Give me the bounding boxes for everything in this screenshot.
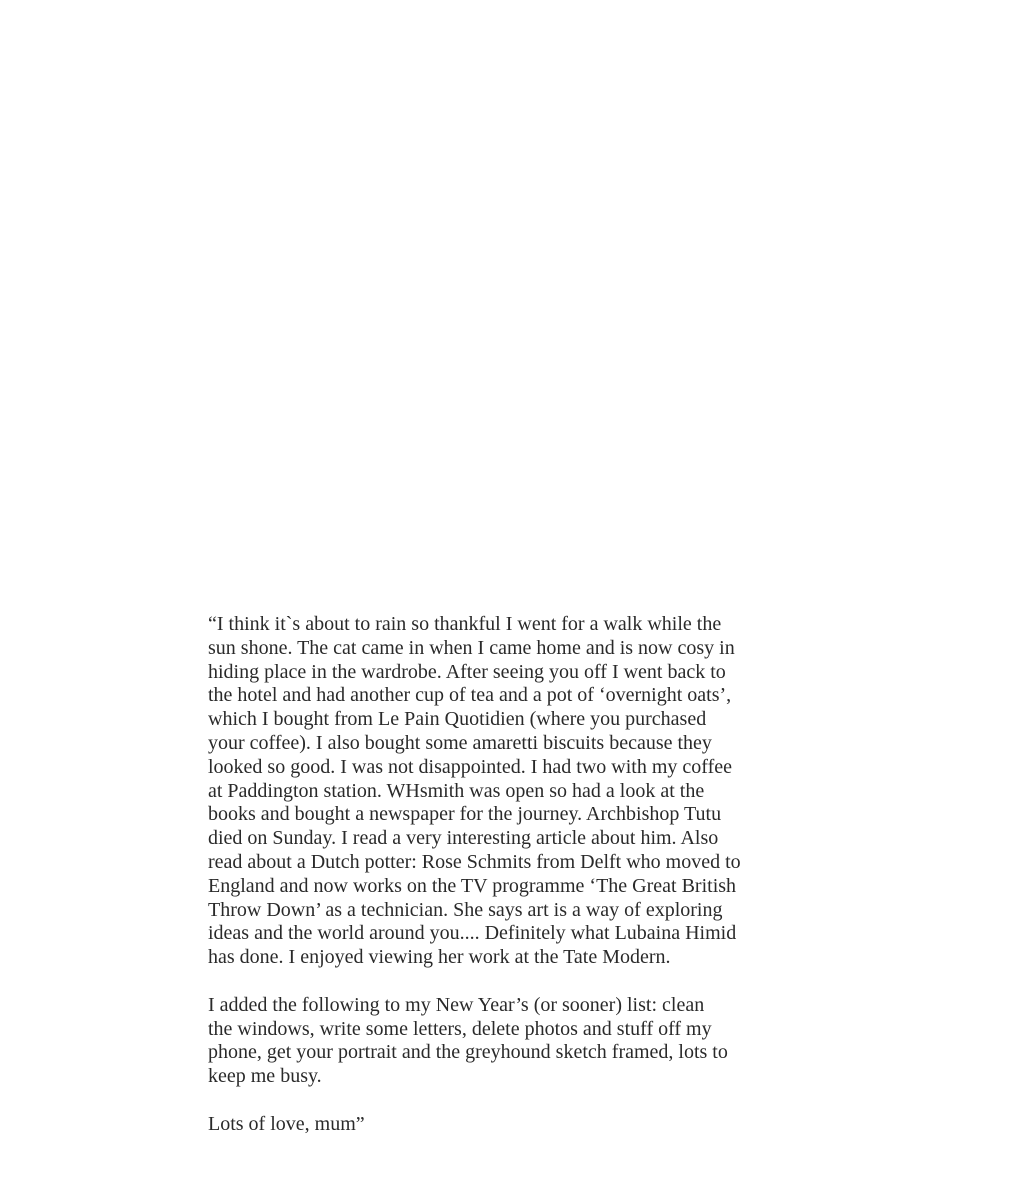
text-line: read about a Dutch potter: Rose Schmits from Delft who moved to [208,850,741,873]
text-line: at Paddington station. WHsmith was open so had a look at the [208,779,705,802]
text-line: looked so good. I was not disappointed. I had two with my coffee [208,755,732,778]
letter-text [208,613,818,1160]
text-line: died on Sunday. I read a very interesting article about him. Also [208,827,719,850]
text-line: Lots of love, mum” [208,1112,365,1135]
text-line: keep me busy. [208,1065,322,1088]
text-line: I added the following to my New Year’s (or sooner) list: clean [208,993,705,1016]
text-line: the windows, write some letters, delete photos and stuff off my [208,1017,712,1040]
paragraph-2 [208,994,818,1089]
text-line: which I bought from Le Pain Quotidien (where you purchased [208,708,707,731]
text-line: books and bought a newspaper for the journey. Archbishop Tutu [208,803,722,826]
text-line: has done. I enjoyed viewing her work at the Tate Modern. [208,946,671,969]
text-line: your coffee). I also bought some amaretti biscuits because they [208,731,712,754]
paragraph-1 [208,613,818,970]
text-line: the hotel and had another cup of tea and a pot of ‘overnight oats’, [208,684,732,707]
text-line: phone, get your portrait and the greyhound sketch framed, lots to [208,1041,728,1064]
text-line: Throw Down’ as a technician. She says art is a way of exploring [208,898,723,921]
text-line: “I think it`s about to rain so thankful I went for a walk while the [208,613,722,635]
text-line: sun shone. The cat came in when I came home and is now cosy in [208,636,735,659]
text-line: hiding place in the wardrobe. After seeing you off I went back to [208,660,726,683]
sign-off [208,1113,818,1137]
text-line: England and now works on the TV programme ‘The Great British [208,874,737,897]
text-line: ideas and the world around you.... Definitely what Lubaina Himid [208,922,737,945]
